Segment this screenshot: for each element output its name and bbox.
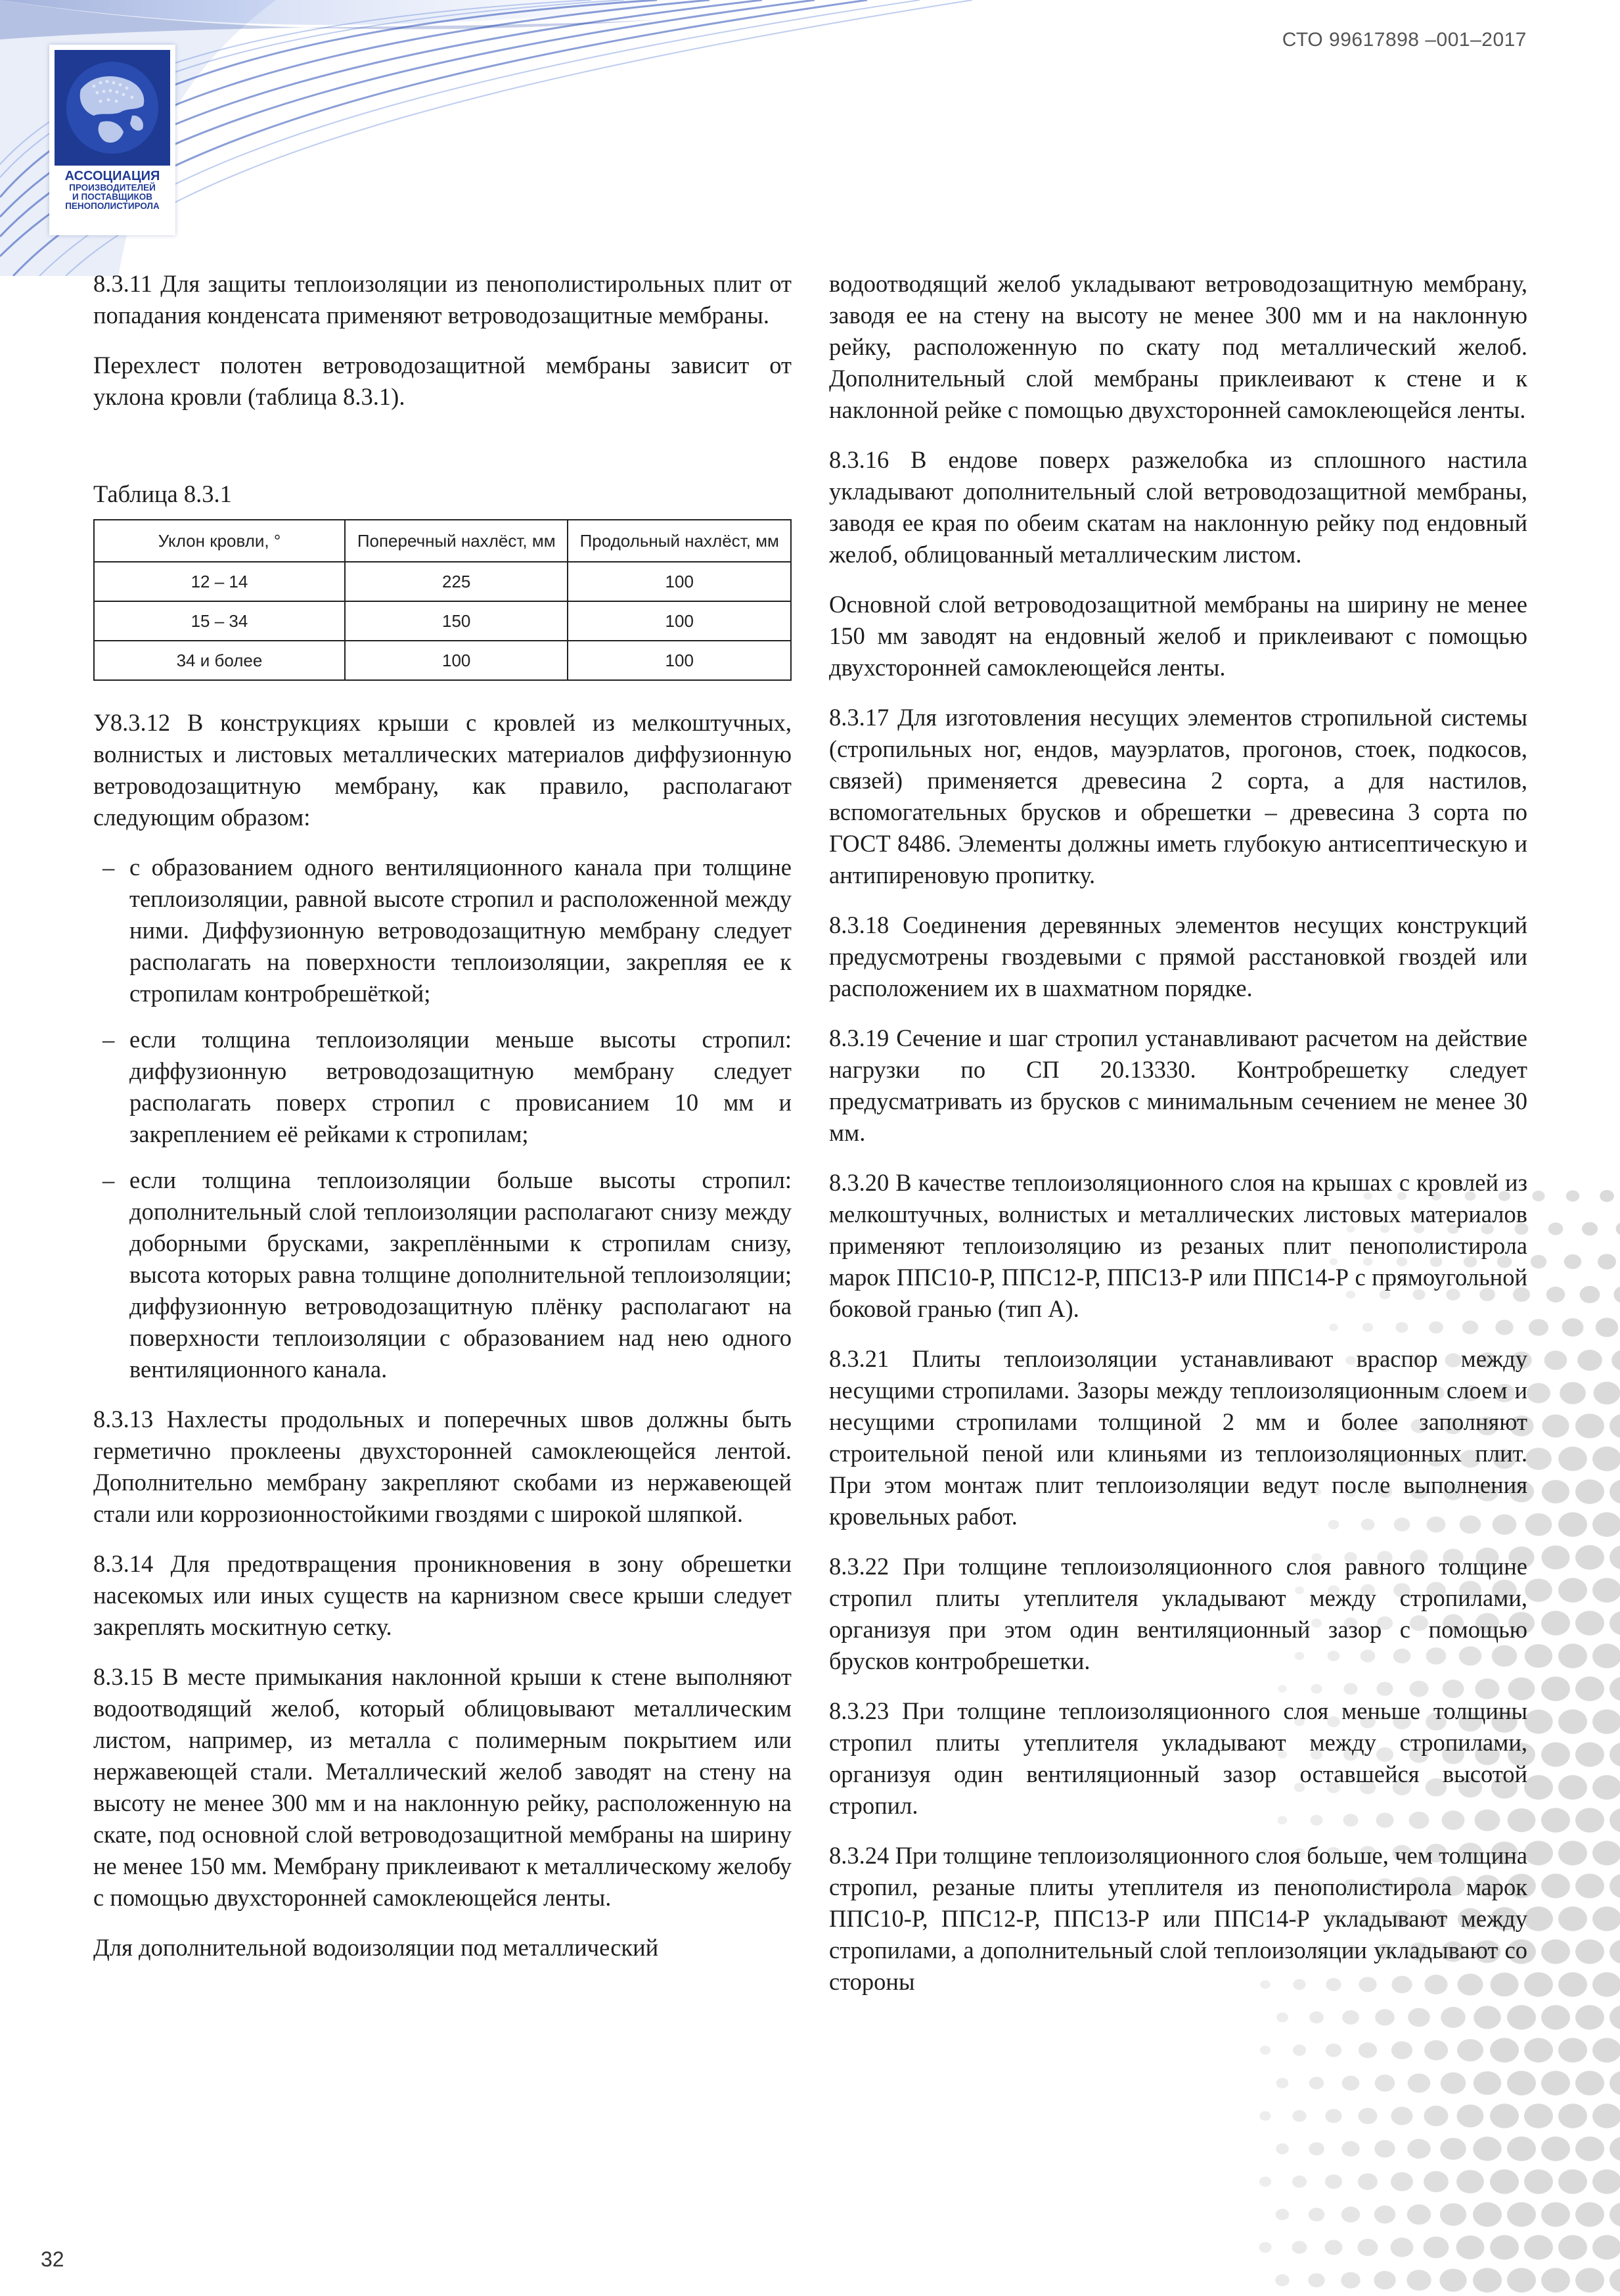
decorative-dot — [1406, 2270, 1431, 2291]
decorative-dot — [1592, 1446, 1620, 1471]
paragraph-overlap: Перехлест полотен ветроводозащитной мембраны зависит от уклона кровли (таблица 8.3.1). — [93, 352, 792, 410]
decorative-dot — [1358, 2173, 1378, 2190]
decorative-dot — [1309, 2142, 1324, 2155]
decorative-dot — [1293, 2044, 1306, 2055]
paragraph-8-3-22: 8.3.22 При толщине теплоизоляционного слоя равного толщине стропил плиты утеплителя укладывают между стропилами, организуя при этом один вентиляционный зазор с помощью брусков контробрешетки. — [829, 1553, 1527, 1674]
decorative-dot — [1391, 2107, 1412, 2125]
decorative-dot — [1276, 2078, 1289, 2088]
decorative-dot — [1473, 2268, 1502, 2292]
table-cell: 150 — [345, 601, 568, 641]
decorative-dot — [1525, 1644, 1552, 1668]
decorative-dot — [1580, 1286, 1600, 1303]
decorative-dot — [1441, 2073, 1466, 2094]
decorative-dot — [1507, 2202, 1536, 2226]
decorative-dot — [1575, 1742, 1604, 1766]
decorative-dot — [1259, 2176, 1271, 2186]
decorative-dot — [1524, 2038, 1553, 2062]
decorative-dot — [1575, 1808, 1604, 1832]
decorative-dot — [1391, 2172, 1413, 2192]
decorative-dot — [1562, 1318, 1584, 1337]
table-cell: 100 — [568, 601, 791, 641]
decorative-dot — [1308, 2273, 1324, 2287]
decorative-dot — [1374, 2140, 1395, 2158]
decorative-dot — [1440, 2138, 1466, 2160]
decorative-dot — [1609, 1611, 1620, 1635]
decorative-dot — [1527, 1383, 1550, 1404]
decorative-dot — [1575, 2136, 1604, 2161]
decorative-dot — [1575, 2202, 1604, 2226]
decorative-dot — [1575, 1939, 1604, 1963]
list-item: – если толщина теплоизоляции больше высоты стропил: дополнительный слой теплоизоляции располагают снизу между доборными брусками, закреплёнными к стропилам снизу, высота которых равна толщине дополнительной теплоизоляции; диффузионную ветроводозащитную плёнку располагают на поверхности теплоизоляции с образованием над нею одного вентиляционного канала. — [93, 1164, 792, 1385]
decorative-dot — [1325, 2240, 1343, 2255]
decorative-dot — [1424, 2237, 1449, 2259]
decorative-dot — [1507, 2136, 1536, 2161]
decorative-dot — [1558, 2169, 1587, 2193]
decorative-dot — [1424, 2171, 1449, 2192]
decorative-dot — [1524, 2103, 1553, 2128]
decorative-dot — [1613, 1286, 1620, 1304]
decorative-dot — [1575, 1611, 1604, 1635]
decorative-dot — [1548, 1222, 1564, 1235]
decorative-dot — [1609, 2005, 1620, 2029]
list-item: – с образованием одного вентиляционного канала при толщине теплоизоляции, равной высоте стропил и расположенной между ними. Диффузионную ветроводозащитную мембрану следует располагать на поверхности теплоизоляции, закрепляя ее к стропилам контробрешёткой; — [93, 852, 792, 1009]
table-cell: 34 и более — [94, 641, 345, 680]
decorative-dot — [1541, 2005, 1570, 2029]
paragraph-main-layer: Основной слой ветроводозащитной мембраны на ширину не менее 150 мм заводят на ендовный желоб и приклеивают с помощью двухсторонней самоклеющейся ленты. — [829, 591, 1527, 681]
decorative-dot — [1524, 2169, 1553, 2193]
decorative-dot — [1439, 2268, 1466, 2291]
decorative-dot — [1542, 1480, 1569, 1504]
decorative-dot — [1474, 2071, 1501, 2095]
decorative-dot — [1358, 2239, 1378, 2256]
decorative-dot — [1592, 1643, 1620, 1668]
decorative-dot — [1558, 1578, 1587, 1602]
decorative-dot — [1532, 1191, 1544, 1201]
decorative-dot — [1598, 1254, 1616, 1270]
decorative-dot — [1558, 1906, 1587, 1931]
page-number: 32 — [41, 2247, 64, 2271]
decorative-dot — [1558, 2103, 1587, 2128]
decorative-dot — [1325, 2174, 1342, 2189]
overlap-table — [93, 519, 792, 681]
decorative-dot — [1575, 2268, 1604, 2292]
table-cell: 225 — [345, 562, 568, 601]
decorative-dot — [1592, 2235, 1620, 2259]
decorative-dot — [1609, 2268, 1620, 2292]
decorative-dot — [1541, 1676, 1570, 1701]
table-cell: 100 — [568, 562, 791, 601]
decorative-dot — [1374, 2205, 1395, 2224]
decorative-dot — [1609, 2202, 1620, 2226]
paragraph-8-3-13: 8.3.13 Нахлесты продольных и поперечных швов должны быть герметично проклеены двухсторонней самоклеющейся лентой. Дополнительно мембрану закрепляют скобами из нержавеющей стали или коррозионностойкими гвоздями с широкой шляпкой. — [93, 1406, 792, 1527]
decorative-dot — [1575, 2071, 1604, 2095]
decorative-dot — [1541, 2071, 1570, 2095]
decorative-dot — [1592, 1841, 1620, 1865]
decorative-dot — [1609, 1545, 1620, 1569]
decorative-dot — [1564, 1254, 1581, 1270]
left-column — [93, 268, 792, 1982]
decorative-dot — [1558, 1972, 1587, 1996]
decorative-dot — [1375, 2075, 1395, 2092]
decorative-dot — [1456, 2236, 1485, 2259]
decorative-dot — [1358, 2108, 1377, 2124]
paragraph-8-3-14: 8.3.14 Для предотвращения проникновения в зону обрешетки насекомых или иных существ на карнизном свесе крыши следует закреплять москитную сетку. — [93, 1550, 792, 1640]
decorative-dot — [1309, 2077, 1324, 2089]
table-header-row — [94, 520, 791, 562]
decorative-dot — [1616, 1222, 1620, 1235]
decorative-dot — [1575, 1413, 1604, 1438]
decorative-dot — [1457, 2105, 1484, 2128]
paragraph-8-3-24: 8.3.24 При толщине теплоизоляционного слоя больше, чем толщина стропил, резаные плиты утеплителя из пенополистирола марок ППС10-Р, ППС12-Р, ППС13-Р или ППС14-Р укладывают между стропилами, а дополнительный слой теплоизоляции укладывают со стороны — [829, 1842, 1527, 1995]
table-cell: 12 – 14 — [94, 562, 345, 601]
decorative-dot — [1566, 1190, 1579, 1201]
decorative-dot — [1592, 1512, 1620, 1536]
decorative-dot — [1609, 1479, 1620, 1504]
decorative-dot — [1541, 1939, 1570, 1963]
decorative-dot — [1558, 1512, 1587, 1536]
decorative-dot — [1609, 1873, 1620, 1898]
decorative-dot — [1542, 1414, 1569, 1437]
decorative-dot — [1541, 1546, 1569, 1570]
decorative-dot — [1424, 2040, 1448, 2061]
table-header-cell: Уклон кровли, ° — [94, 520, 345, 562]
decorative-dot — [1292, 2241, 1307, 2254]
decorative-dot — [1490, 2169, 1519, 2193]
decorative-dot — [1407, 2139, 1430, 2159]
decorative-dot — [1558, 1841, 1587, 1865]
decorative-dot — [1592, 1775, 1620, 1799]
decorative-dot — [1524, 1775, 1553, 1799]
decorative-dot — [1609, 1676, 1620, 1701]
decorative-dot — [1558, 2038, 1587, 2062]
decorative-dot — [1558, 2235, 1587, 2259]
decorative-dot — [1558, 1775, 1587, 1799]
decorative-dot — [1577, 1350, 1602, 1371]
decorative-dot — [1596, 1318, 1618, 1337]
decorative-dot — [1524, 1972, 1553, 1996]
decorative-dot — [1408, 2073, 1431, 2092]
decorative-dot — [1260, 2046, 1271, 2055]
decorative-dot — [1609, 1808, 1620, 1832]
decorative-dot — [1473, 2202, 1502, 2226]
decorative-dot — [1341, 2207, 1360, 2222]
decorative-dot — [1292, 2110, 1306, 2122]
paragraph-8-3-18: 8.3.18 Соединения деревянных элементов несущих конструкций предусмотрены гвоздевыми с прямой расстановкой гвоздей или расположением их в шахматном порядке. — [829, 911, 1527, 1001]
table-cell: 100 — [568, 641, 791, 680]
table-row — [94, 562, 791, 601]
decorative-dot — [1575, 1873, 1604, 1898]
decorative-dot — [1391, 2041, 1412, 2059]
decorative-dot — [1456, 2170, 1484, 2193]
decorative-dot — [1575, 2005, 1604, 2029]
table-header-cell: Поперечный нахлёст, мм — [345, 520, 568, 562]
decorative-dot — [1600, 1190, 1614, 1202]
paragraph-8-3-11: 8.3.11 Для защиты теплоизоляции из пенополистирольных плит от попадания конденсата применяют ветроводозащитные мембраны. — [93, 270, 792, 329]
decorative-dot — [1341, 2141, 1360, 2156]
decorative-dot — [1524, 2235, 1553, 2259]
decorative-dot — [1592, 2169, 1620, 2193]
decorative-dot — [1391, 2238, 1414, 2257]
decorative-dot — [1546, 1287, 1565, 1302]
decorative-dot — [1490, 2103, 1519, 2128]
decorative-dot — [1575, 1545, 1604, 1569]
decorative-dot — [1544, 1350, 1567, 1369]
decorative-dot — [1592, 2103, 1620, 2128]
decorative-dot — [1292, 2176, 1307, 2188]
decorative-dot — [1342, 2076, 1360, 2091]
decorative-dot — [1524, 1841, 1553, 1865]
decorative-dot — [1259, 2242, 1271, 2253]
decorative-dot — [1407, 2205, 1431, 2225]
paragraph-8-3-21: 8.3.21 Плиты теплоизоляции устанавливают враспор между несущими стропилами. Зазоры между теплоизоляционным слоем и несущими стропилами толщиной 2 мм и более заполняют строительной пеной или клиньями из теплоизоляционных плит. При этом монтаж плит теплоизоляции ведут после выполнения кровельных работ. — [829, 1345, 1527, 1530]
decorative-dot — [1541, 2136, 1570, 2161]
decorative-dot — [1525, 1513, 1552, 1536]
decorative-dot — [1524, 1906, 1553, 1931]
paragraph-8-3-23: 8.3.23 При толщине теплоизоляционного слоя меньше толщины стропил плиты утеплителя укладывают между стропилами, организуя один вентиляционный зазор оставшейся высотой стропил. — [829, 1697, 1527, 1819]
table-header-cell: Продольный нахлёст, мм — [568, 520, 791, 562]
decorative-dot — [1560, 1382, 1586, 1404]
paragraph-continued: водоотводящий желоб укладывают ветроводозащитную мембрану, заводя ее на стену на высоту не менее 300 мм и на наклонную рейку, расположенную по скату под металлический желоб. Дополнительный слой мембраны приклеивают к стене и к наклонной рейке с помощью двухсторонней самоклеющейся ленты. — [829, 270, 1527, 423]
decorative-dot — [1529, 1319, 1548, 1336]
decorative-dot — [1609, 2136, 1620, 2161]
decorative-dot — [1609, 2071, 1620, 2095]
paragraph-additional-waterproofing: Для дополнительной водоизоляции под металлический — [93, 1934, 659, 1961]
logo-text: АССОЦИАЦИЯ ПРОИЗВОДИТЕЛЕЙ И ПОСТАВЩИКОВ ПЕНОПОЛИСТИРОЛА — [64, 169, 160, 212]
decorative-dot — [1524, 1710, 1552, 1734]
decorative-dot — [1575, 1676, 1604, 1701]
decorative-dot — [1541, 2268, 1570, 2292]
paragraph-8-3-19: 8.3.19 Сечение и шаг стропил устанавливают расчетом на действие нагрузки по СП 20.13330. Контробрешетку следует предусматривать из брусков с минимальным сечением не менее 30 мм. — [829, 1024, 1527, 1146]
decorative-dot — [1309, 2208, 1324, 2222]
decorative-dot — [1592, 1972, 1620, 1996]
table-row — [94, 641, 791, 680]
right-column — [829, 268, 1527, 2016]
decorative-dot — [1609, 1742, 1620, 1766]
decorative-dot — [1359, 2042, 1377, 2058]
placement-list — [93, 852, 792, 1385]
list-item: – если толщина теплоизоляции меньше высоты стропил: диффузионную ветроводозащитную мембрану следует располагать поверх стропил с провисанием 10 мм и закреплением её рейками к стропилам; — [93, 1024, 792, 1150]
decorative-dot — [1424, 2105, 1449, 2126]
decorative-dot — [1275, 2274, 1289, 2286]
decorative-dot — [1490, 2235, 1519, 2259]
table-cell: 100 — [345, 641, 568, 680]
decorative-dot — [1276, 2144, 1289, 2155]
decorative-dot — [1490, 2038, 1519, 2062]
table-row — [94, 601, 791, 641]
decorative-dot — [1325, 2109, 1341, 2123]
decorative-dot — [1374, 2271, 1395, 2289]
decorative-dot — [1341, 2272, 1360, 2289]
decorative-dot — [1531, 1255, 1546, 1269]
decorative-dot — [1473, 2137, 1501, 2161]
document-code: СТО 99617898 –001–2017 — [1282, 29, 1527, 51]
decorative-dot — [1582, 1222, 1598, 1236]
decorative-dot — [1507, 2268, 1536, 2292]
decorative-dot — [1541, 1808, 1570, 1832]
table-caption: Таблица 8.3.1 — [93, 480, 232, 507]
decorative-dot — [1609, 1413, 1620, 1438]
decorative-dot — [1541, 1873, 1570, 1898]
decorative-dot — [1592, 2038, 1620, 2062]
paragraph-8-3-20: 8.3.20 В качестве теплоизоляционного слоя на крышах с кровлей из мелкоштучных, волнистых и металлических листовых материалов применяют теплоизоляцию из резаных плит пенополистирола марок ППС10-Р, ППС12-Р, ППС13-Р или ППС14-Р с прямоугольной боковой гранью (тип А). — [829, 1169, 1527, 1322]
decorative-dot — [1575, 1479, 1604, 1504]
decorative-dot — [1592, 1906, 1620, 1931]
decorative-dot — [1609, 1939, 1620, 1963]
decorative-dot — [1507, 2071, 1536, 2095]
paragraph-8-3-16: 8.3.16 В ендове поверх разжелобка из сплошного настила укладывают дополнительный слой ветроводозащитной мембраны, заводя ее края по обеим скатам на наклонную рейку под ендовный желоб, облицованный металлическим листом. — [829, 446, 1527, 568]
decorative-dot — [1541, 2202, 1570, 2226]
decorative-dot — [1558, 1446, 1587, 1471]
decorative-dot — [1259, 2111, 1271, 2121]
decorative-dot — [1594, 1382, 1620, 1405]
decorative-dot — [1558, 1709, 1587, 1733]
decorative-dot — [1525, 1578, 1552, 1601]
decorative-dot — [1457, 2039, 1483, 2061]
decorative-dot — [1326, 2044, 1341, 2057]
decorative-dot — [1592, 1578, 1620, 1602]
decorative-dot — [1592, 1709, 1620, 1733]
decorative-dot — [1276, 2209, 1290, 2220]
decorative-dot — [1541, 1611, 1570, 1635]
association-logo — [49, 45, 175, 235]
decorative-dot — [1440, 2203, 1466, 2226]
paragraph-8-3-15: 8.3.15 В месте примыкания наклонной крыши к стене выполняют водоотводящий желоб, который облицовывают металлическим листом, например, из металла с полимерным покрытием или нержавеющей стали. Металлический желоб заводят на стену на высоту не менее 300 мм и на наклонную рейку, расположенную на скате, под основной слой ветроводозащитной мембраны на ширину не менее 150 мм. Мембрану приклеивают к металлическому желобу с помощью двухсторонней самоклеющейся ленты. — [93, 1663, 792, 1911]
paragraph-8-3-17: 8.3.17 Для изготовления несущих элементов стропильной системы (стропильных ног, ендов, мауэрлатов, прогонов, стоек, подкосов, связей) применяется древесина 2 сорта, а для настилов, вспомогательных брусков и обрешетки – древесина 3 сорта по ГОСТ 8486. Элементы должны иметь глубокую антисептическую и антипиреновую пропитку. — [829, 704, 1527, 888]
decorative-dot — [1558, 1643, 1587, 1668]
globe-icon — [55, 50, 170, 166]
decorative-dot — [1541, 1742, 1570, 1766]
decorative-dot — [1611, 1350, 1620, 1371]
paragraph-8-3-12: У8.3.12 В конструкциях крыши с кровлей из мелкоштучных, волнистых и листовых металлических материалов диффузионную ветроводозащитную мембрану, как правило, располагают следующим образом: — [93, 709, 792, 831]
decorative-dot — [1525, 1448, 1552, 1470]
table-cell: 15 – 34 — [94, 601, 345, 641]
